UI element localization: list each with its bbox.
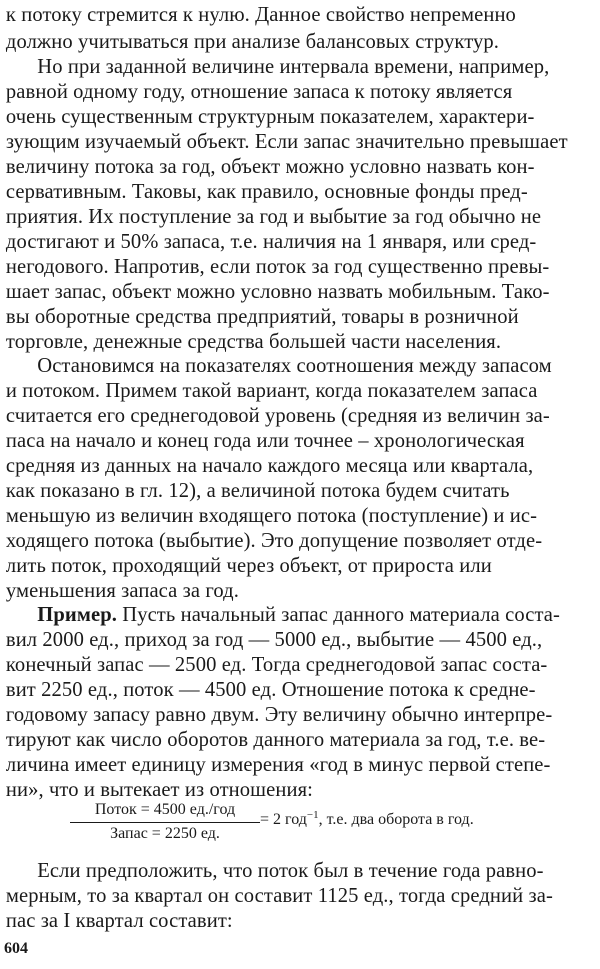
text-line: сервативным. Таковы, как правило, основные фонды пред- — [5, 179, 528, 203]
text-line: должно учитываться при анализе балансовых структур. — [5, 29, 500, 53]
text-line: личина имеет единицу измерения «год в минус первой степе- — [5, 752, 551, 776]
text-line: уменьшения запаса за год. — [5, 578, 239, 602]
formula-result-tail: , т.е. два оборота в год. — [318, 811, 474, 828]
text-line: равной одному году, отношение запаса к потоку является — [5, 79, 513, 103]
text-line: достигают и 50% запаса, т.е. наличия на 1 января, или сред- — [5, 229, 537, 253]
text-line: зующим изучаемый объект. Если запас значительно превышает — [5, 129, 568, 153]
page-number: 604 — [4, 940, 28, 957]
text-line: вил 2000 ед., приход за год — 5000 ед., выбытие — 4500 ед., — [5, 627, 543, 651]
text-line: вит 2250 ед., поток — 4500 ед. Отношение потока к средне- — [5, 677, 536, 701]
text-line: очень существенным структурным показателем, характери- — [5, 104, 535, 128]
text-line: Если предположить, что поток был в течение года равно- — [37, 858, 544, 882]
text-line: торговле, денежные средства большей части населения. — [5, 329, 502, 353]
text-line: мерным, то за квартал он составит 1125 ед., тогда средний за- — [5, 883, 553, 907]
fraction — [70, 800, 260, 844]
text-line: считается его среднегодовой уровень (средняя из величин за- — [5, 403, 550, 427]
text-line: и потоком. Примем такой вариант, когда показателем запаса — [5, 378, 538, 402]
text-line: паса на начало и конец года или точнее – хронологическая — [5, 428, 525, 452]
text-line: шает запас, объект можно условно назвать мобильным. Тако- — [5, 279, 550, 303]
text-line: конечный запас — 2500 ед. Тогда среднегодовой запас соста- — [5, 652, 548, 676]
text-line: величину потока за год, объект можно условно назвать кон- — [5, 154, 535, 178]
text-line: вы оборотные средства предприятий, товары в розничной — [5, 304, 519, 328]
text-line: приятия. Их поступление за год и выбытие за год обычно не — [5, 204, 542, 228]
text-line: негодового. Напротив, если поток за год существенно превы- — [5, 254, 550, 278]
text-line: к потоку стремится к нулю. Данное свойство непременно — [5, 2, 516, 26]
text-line: меньшую из величин входящего потока (поступление) и ис- — [5, 503, 538, 527]
fraction-numerator: Поток = 4500 ед./год — [70, 800, 260, 823]
formula — [70, 800, 590, 848]
text-line: средняя из данных на начало каждого месяца или квартала, — [5, 453, 534, 477]
text-line: как показано в гл. 12), а величиной потока будем считать — [5, 478, 510, 502]
formula-result — [260, 811, 474, 829]
fraction-denominator: Запас = 2250 ед. — [110, 825, 220, 842]
formula-exponent: −1 — [306, 809, 319, 821]
formula-result-main: = 2 год — [260, 811, 307, 828]
example-label: Пример. — [37, 602, 117, 626]
text-line: Но при заданной величине интервала времени, например, — [37, 54, 550, 78]
text-line: ходящего потока (выбытие). Это допущение позволяет отде- — [5, 528, 543, 552]
text-line: годовому запасу равно двум. Эту величину обычно интерпре- — [5, 702, 553, 726]
text-line: Остановимся на показателях соотношения между запасом — [37, 353, 552, 377]
text-line: лить поток, проходящий через объект, от прироста или — [5, 553, 492, 577]
example-text: Пусть начальный запас данного материала соста- — [116, 602, 560, 626]
text-line: ни», что и вытекает из отношения: — [5, 777, 313, 801]
text-line: тируют как число оборотов данного материала за год, т.е. ве- — [5, 727, 546, 751]
text-line: пас за I квартал составит: — [5, 908, 233, 932]
text-line — [0, 602, 588, 626]
